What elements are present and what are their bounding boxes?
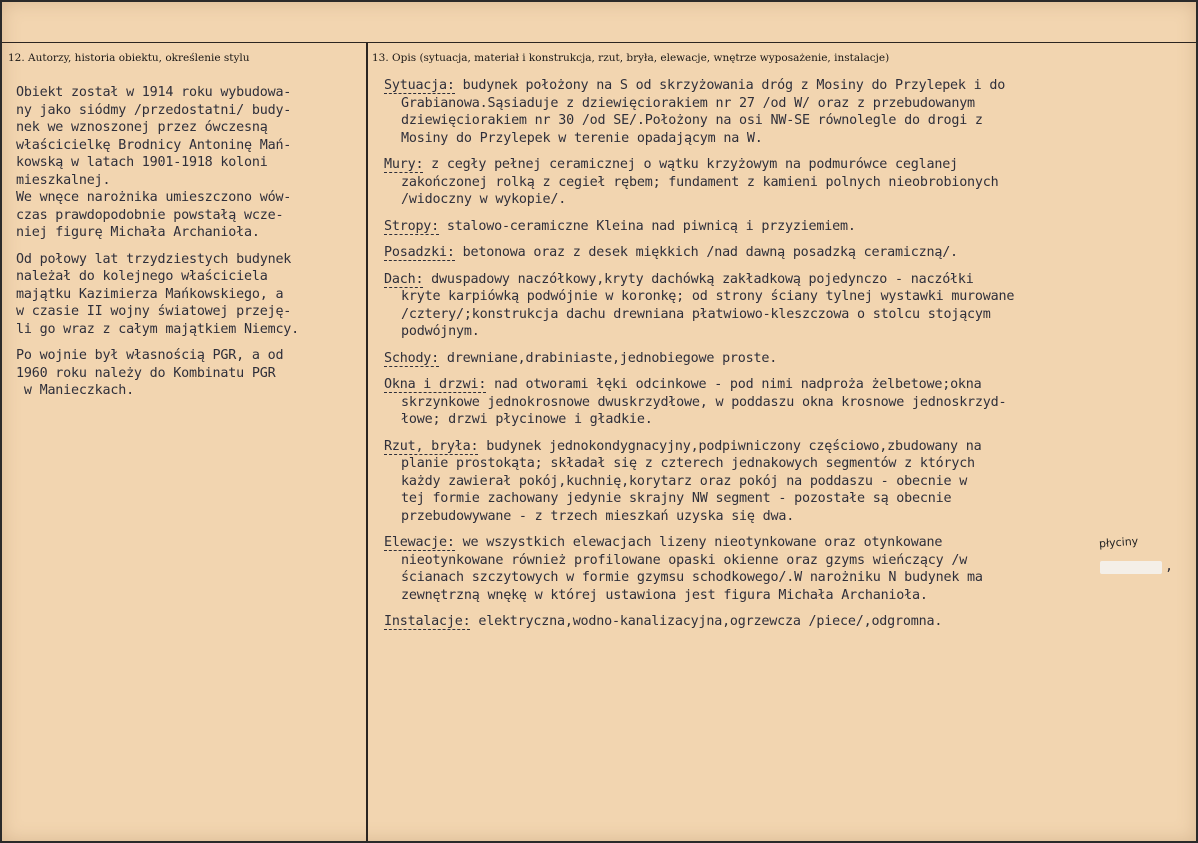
text-line: Po wojnie był własnością PGR, a od xyxy=(16,348,284,363)
text-line: /cztery/;konstrukcja dachu drewniana płatwiowo-kleszczowa o stolcu stojącym xyxy=(401,306,991,322)
text-line: każdy zawierał pokój,kuchnię,korytarz oraz pokój na poddaszu - obecnie w xyxy=(401,473,968,489)
text-line: podwójnym. xyxy=(401,324,480,339)
section-first-line xyxy=(384,613,1184,631)
section-text: stalowo-ceramiczne Kleina nad piwnicą i przyziemiem. xyxy=(439,218,856,234)
section-label: Rzut, bryła: xyxy=(384,438,479,454)
section-elewacje xyxy=(384,534,1184,604)
text-line: w Manieczkach. xyxy=(16,383,134,398)
section-label: Posadzki: xyxy=(384,245,455,260)
text-line: właścicielkę Brodnicy Antoninę Mań- xyxy=(16,137,292,153)
section-first-line xyxy=(384,438,1184,456)
text-line: należał do kolejnego właściciela xyxy=(16,269,268,284)
section-first-line xyxy=(384,271,1184,289)
text-line: ny jako siódmy /przedostatni/ budy- xyxy=(16,102,292,118)
text-line: majątku Kazimierza Mańkowskiego, a xyxy=(16,286,284,302)
correction-fluid-patch xyxy=(1100,561,1162,574)
header-authors-history: 12. Autorzy, historia obiektu, określenie stylu xyxy=(8,52,250,64)
section-label: Dach: xyxy=(384,271,424,287)
handwritten-note: płyciny xyxy=(1098,534,1139,551)
left-column-text xyxy=(16,84,362,409)
text-line: skrzynkowe jednokrosnowe dwuskrzydłowe, w poddaszu okna krosnowe jednoskrzyd- xyxy=(401,394,1007,410)
section-text: z cegły pełnej ceramicznej o wątku krzyżowym na podmurówce ceglanej xyxy=(423,157,958,172)
text-line: 1960 roku należy do Kombinatu PGR xyxy=(16,365,276,381)
text-line: planie prostokąta; składał się z czterech jednakowych segmentów z których xyxy=(401,456,975,471)
text-line: nek we wznoszonej przez ówczesną xyxy=(16,120,268,135)
text-line: li go wraz z całym majątkiem Niemcy. xyxy=(16,321,300,337)
text-line: /widoczny w wykopie/. xyxy=(401,192,567,207)
left-paragraph xyxy=(16,84,362,242)
section-text: betonowa oraz z desek miękkich /nad dawną posadzką ceramiczną/. xyxy=(454,245,958,260)
left-paragraph xyxy=(16,347,362,400)
section-first-line xyxy=(384,244,1184,262)
text-line: Od połowy lat trzydziestych budynek xyxy=(16,251,292,267)
section-stropy xyxy=(384,218,1184,236)
section-schody xyxy=(384,350,1184,368)
section-label: Elewacje: xyxy=(384,535,455,550)
section-text: dwuspadowy naczółkowy,kryty dachówką zakładkową pojedynczo - naczółki xyxy=(423,271,974,287)
section-dach xyxy=(384,271,1184,341)
header-rule xyxy=(2,42,1196,43)
section-text: nad otworami łęki odcinkowe - pod nimi nadproża żelbetowe;okna xyxy=(486,377,982,392)
section-first-line xyxy=(384,534,1184,552)
section-text: elektryczna,wodno-kanalizacyjna,ogrzewcza /piece/,odgromna. xyxy=(470,614,943,629)
text-line: przebudowywane - z trzech mieszkań uzyska się dwa. xyxy=(401,508,795,524)
section-text: we wszystkich elewacjach lizeny nieotynkowane oraz otynkowane xyxy=(454,535,943,550)
text-line: tej formie zachowany jedynie skrajny NW segment - pozostałe są obecnie xyxy=(401,491,952,506)
text-line: w czasie II wojny światowej przeję- xyxy=(16,304,292,319)
section-rzut-bryla xyxy=(384,438,1184,526)
section-text: budynek jednokondygnacyjny,podpiwniczony częściowo,zbudowany na xyxy=(478,438,982,454)
section-mury xyxy=(384,156,1184,209)
section-instalacje xyxy=(384,613,1184,631)
section-label: Instalacje: xyxy=(384,614,471,629)
section-first-line xyxy=(384,350,1184,368)
text-line: kryte karpiówką podwójnie w koronkę; od strony ściany tylnej wystawki murowane xyxy=(401,289,1015,304)
header-description: 13. Opis (sytuacja, materiał i konstrukcja, rzut, bryła, elewacje, wnętrze wyposażenie, instalacje) xyxy=(372,52,890,64)
section-label: Stropy: xyxy=(384,218,440,234)
text-line: łowe; drzwi płycinowe i gładkie. xyxy=(401,412,653,427)
text-line: czas prawdopodobnie powstałą wcze- xyxy=(16,207,284,223)
text-line: Mosiny do Przylepek w terenie opadającym na W. xyxy=(401,130,763,146)
section-sytuacja xyxy=(384,77,1184,147)
text-line: kowską w latach 1901-1918 koloni xyxy=(16,155,268,170)
text-line: nieotynkowane również profilowane opaski okienne oraz gzyms wieńczący /w xyxy=(401,552,968,568)
section-first-line xyxy=(384,156,1184,174)
text-line: dziewięciorakiem nr 30 /od SE/.Położony na osi NW-SE równolegle do drogi z xyxy=(401,113,983,128)
section-first-line xyxy=(384,77,1184,95)
section-text: budynek położony na S od skrzyżowania dróg z Mosiny do Przylepek i do xyxy=(454,78,1006,93)
section-okna-drzwi xyxy=(384,376,1184,429)
section-label: Schody: xyxy=(384,350,440,366)
section-label: Sytuacja: xyxy=(384,78,455,93)
text-line: ścianach szczytowych w formie gzymsu schodkowego/.W narożniku N budynek ma xyxy=(401,570,983,585)
text-line: zewnętrzną wnękę w której ustawiona jest figura Michała Archanioła. xyxy=(401,587,928,603)
column-divider xyxy=(366,42,368,841)
text-line: mieszkalnej. xyxy=(16,172,111,188)
right-column-text xyxy=(384,77,1184,640)
text-line: Grabianowa.Sąsiaduje z dziewięciorakiem nr 27 /od W/ oraz z przebudowanym xyxy=(401,95,975,111)
section-first-line xyxy=(384,218,1184,236)
text-line: niej figurę Michała Archanioła. xyxy=(16,225,260,240)
section-posadzki xyxy=(384,244,1184,262)
text-line: zakończonej rolką z cegieł rębem; fundament z kamieni polnych nieobrobionych xyxy=(401,174,999,190)
document-card xyxy=(2,2,1196,841)
section-label: Mury: xyxy=(384,157,424,172)
left-paragraph xyxy=(16,251,362,339)
comma-mark: , xyxy=(1165,559,1173,574)
section-first-line xyxy=(384,376,1184,394)
text-line: We wnęce narożnika umieszczono wów- xyxy=(16,190,292,205)
text-line: Obiekt został w 1914 roku wybudowa- xyxy=(16,85,292,100)
section-label: Okna i drzwi: xyxy=(384,377,487,392)
section-text: drewniane,drabiniaste,jednobiegowe proste. xyxy=(439,350,778,366)
